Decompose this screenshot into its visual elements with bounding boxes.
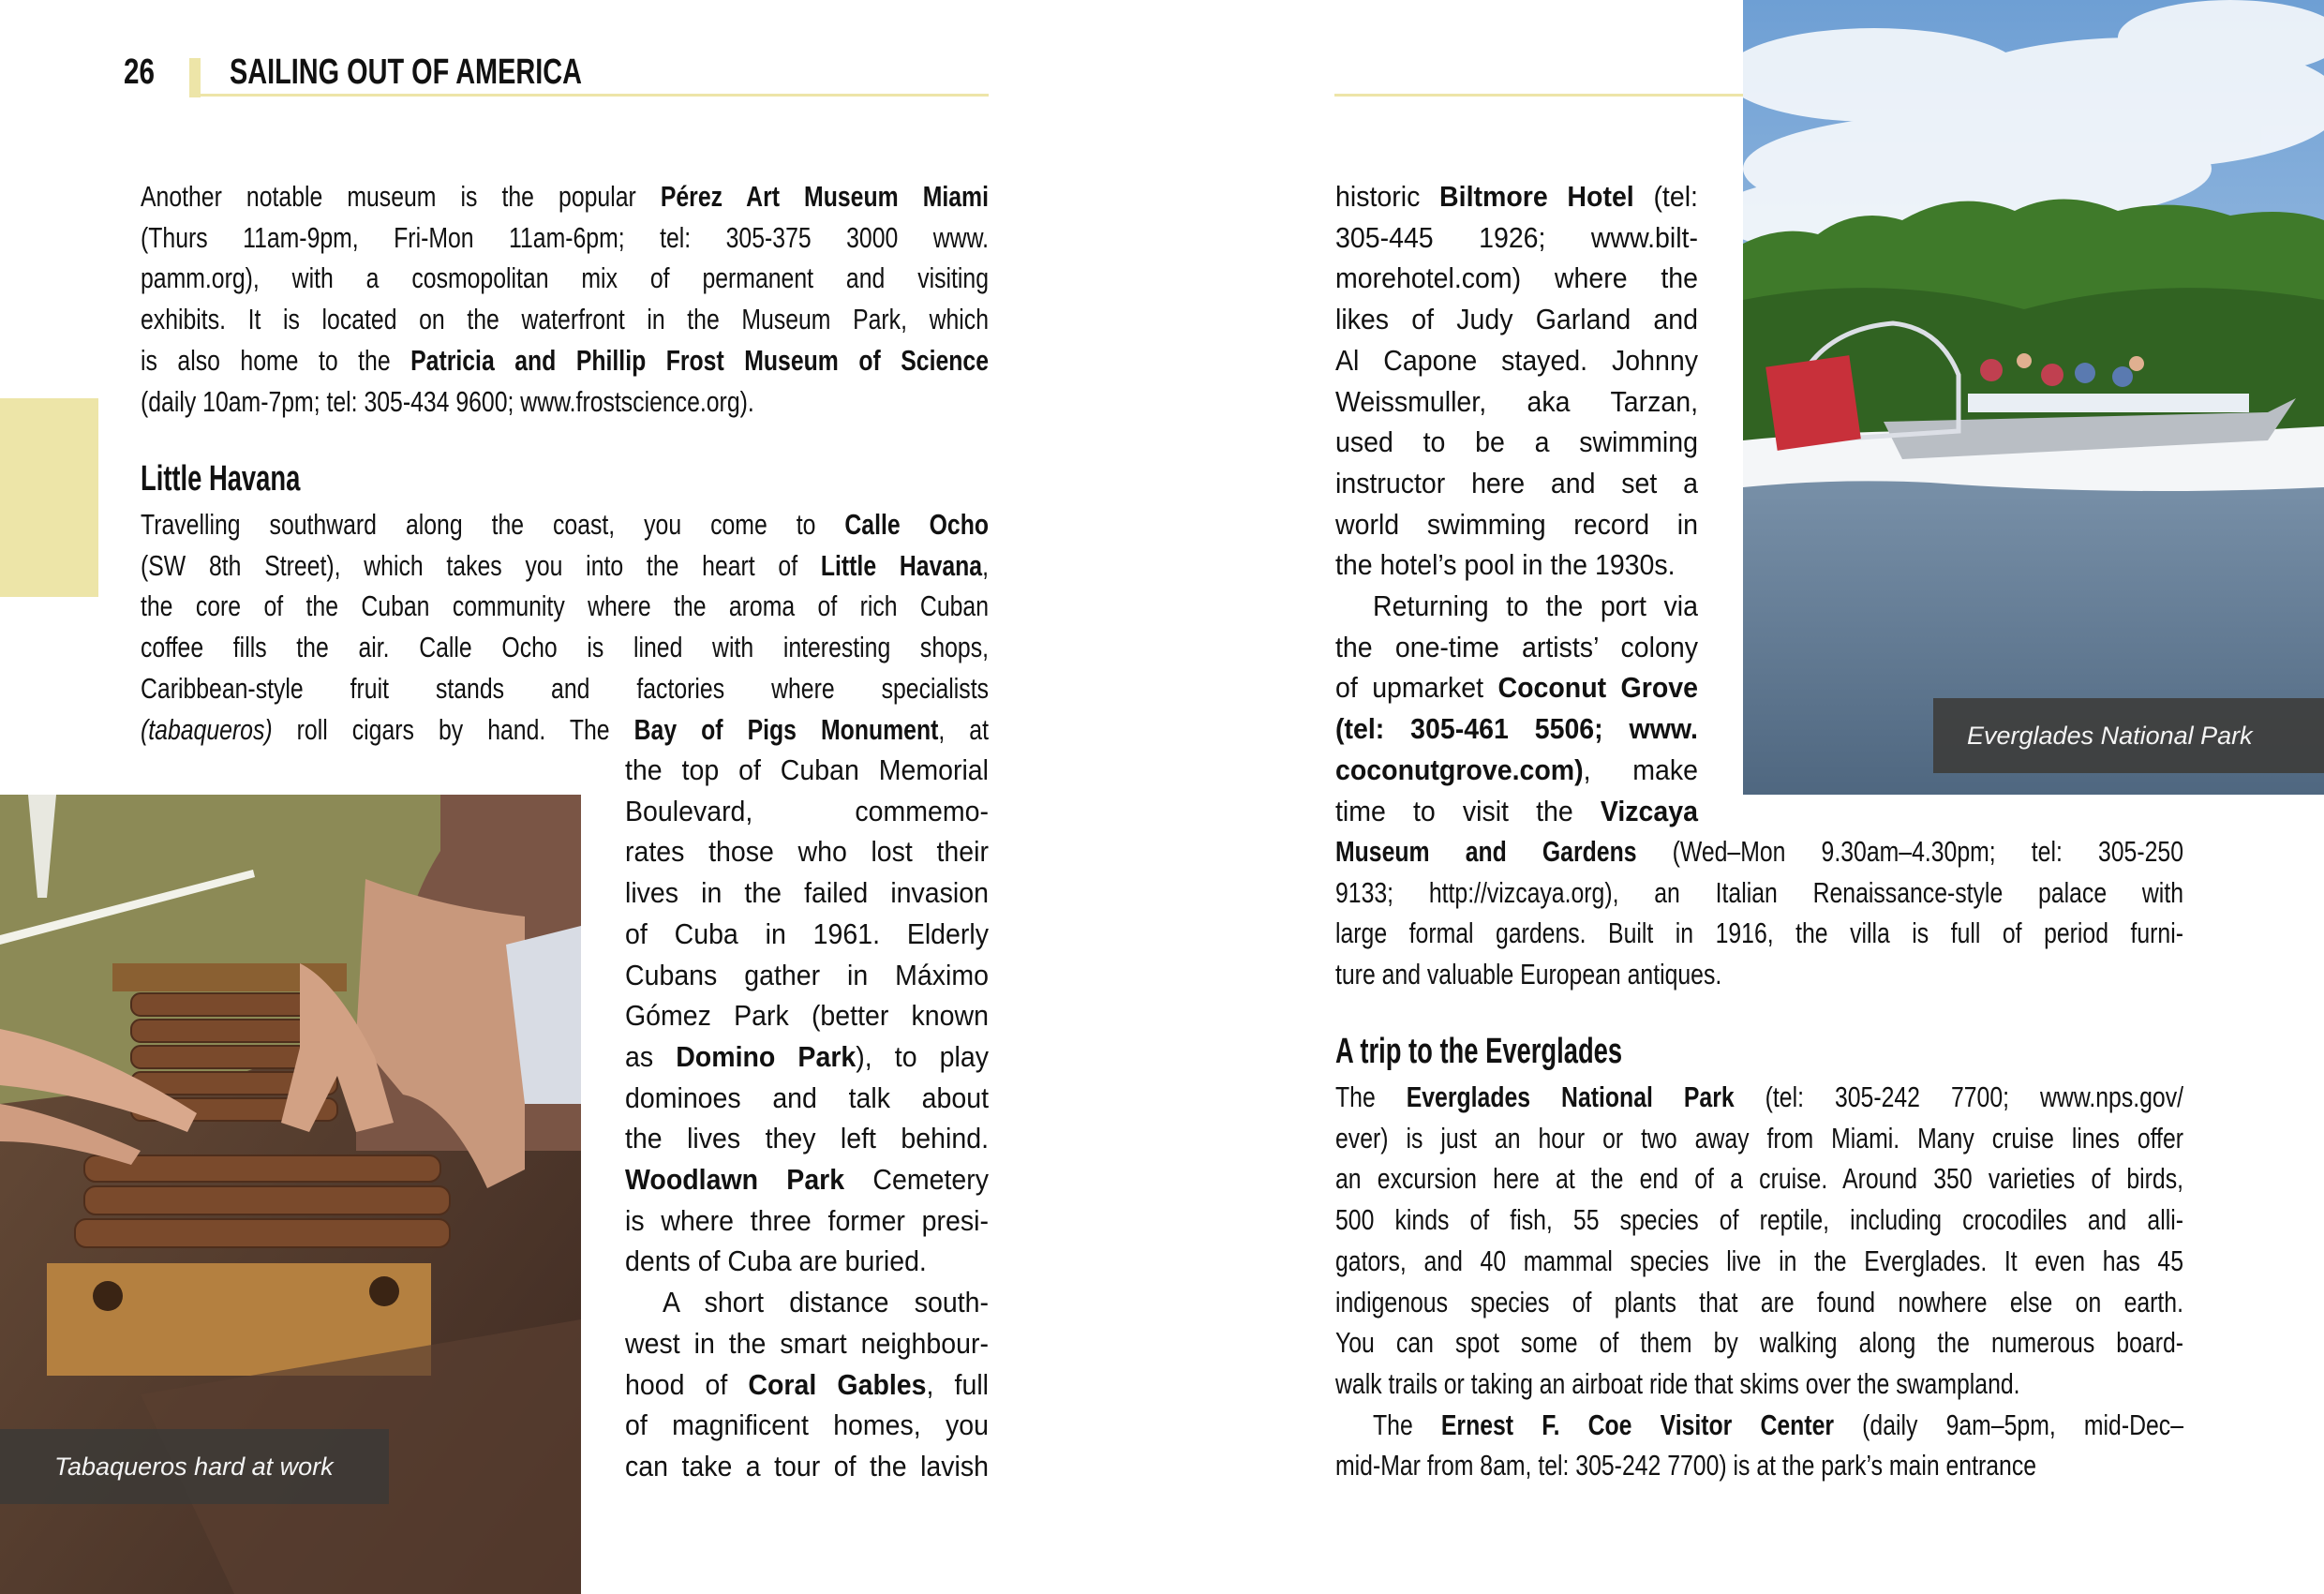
text-run: 305-445 1926; www.bilt- xyxy=(1335,220,1698,254)
text-line xyxy=(1373,586,1698,627)
text-line xyxy=(625,1323,989,1364)
text-line xyxy=(663,1282,989,1323)
text-run: west in the smart neighbour- xyxy=(625,1326,989,1360)
text-run: (daily 10am-7pm; tel: 305-434 9600; www.frostscience.org). xyxy=(141,384,754,418)
text-run: (SW 8th Street), which takes you into the heart of xyxy=(141,548,821,582)
text-run: Travelling southward along the coast, you come to xyxy=(141,508,845,541)
text-line xyxy=(1335,422,1698,463)
text-run: the one-time artists’ colony xyxy=(1335,630,1698,663)
text-run: ture and valuable European antiques. xyxy=(1335,958,1722,991)
text-run: an excursion here at the end of a cruise. Around 350 varieties of birds, xyxy=(1335,1162,2183,1196)
text-run: Al Capone stayed. Johnny xyxy=(1335,343,1698,377)
page-number: 26 xyxy=(124,52,155,92)
text-run: Returning to the port via xyxy=(1373,589,1698,622)
text-line xyxy=(625,1241,989,1282)
text-line xyxy=(141,668,989,709)
text-run: the hotel’s pool in the 1930s. xyxy=(1335,548,1676,582)
section-heading-everglades: A trip to the Everglades xyxy=(1335,1032,1623,1071)
text-run: large formal gardens. Built in 1916, the villa is full of period furni- xyxy=(1335,916,2183,950)
text-run: as xyxy=(625,1039,677,1073)
text-run: Woodlawn Park xyxy=(625,1163,845,1196)
text-run: coffee fills the air. Calle Ocho is lined with interesting shops, xyxy=(141,631,989,664)
text-run: , full xyxy=(926,1367,989,1401)
text-line xyxy=(1335,750,1698,791)
text-line xyxy=(1335,217,1698,259)
text-line xyxy=(1335,1241,2183,1282)
text-run: Museum and Gardens xyxy=(1335,835,1637,868)
text-line xyxy=(1335,1077,2183,1118)
text-line xyxy=(1335,1199,2183,1241)
text-line xyxy=(1335,1363,2183,1405)
text-line xyxy=(1335,258,1698,299)
text-line xyxy=(141,504,989,545)
text-run: Biltmore Hotel xyxy=(1439,180,1634,213)
text-line xyxy=(625,1405,989,1446)
header-rule-left xyxy=(189,94,989,97)
text-line xyxy=(141,709,989,751)
running-title: SAILING OUT OF AMERICA xyxy=(230,52,582,92)
text-line xyxy=(1335,1118,2183,1159)
photo-caption-text: Everglades National Park xyxy=(1967,721,2253,750)
text-line xyxy=(141,299,989,340)
text-line xyxy=(625,1118,989,1159)
text-run: Patricia and Phillip Frost Museum of Science xyxy=(410,343,989,377)
text-run: dominoes and talk about xyxy=(625,1080,989,1114)
text-run: Calle Ocho xyxy=(844,508,989,541)
text-run: Everglades National Park xyxy=(1406,1080,1735,1113)
photo-caption-tabaqueros xyxy=(0,1429,389,1504)
text-line xyxy=(1335,667,1698,708)
text-run: (tel: 305-242 7700; www.nps.gov/ xyxy=(1734,1080,2184,1113)
text-run: mid-Mar from 8am, tel: 305-242 7700) is at the park’s main entrance xyxy=(1335,1449,2037,1482)
text-run: (tabaqueros) xyxy=(141,712,273,746)
text-line xyxy=(625,914,989,955)
text-line xyxy=(625,1364,989,1406)
text-line xyxy=(1335,299,1698,340)
chapter-thumb-tab xyxy=(0,398,98,597)
text-line xyxy=(625,1159,989,1200)
text-run: pamm.org), with a cosmopolitan mix of permanent and visiting xyxy=(141,261,989,295)
text-line xyxy=(141,258,989,299)
text-run: (daily 9am–5pm, mid-Dec– xyxy=(1834,1408,2183,1441)
text-run: Coconut Grove xyxy=(1497,671,1698,705)
text-line xyxy=(1335,544,1698,586)
text-run: The xyxy=(1335,1080,1407,1113)
text-line xyxy=(1335,627,1698,668)
text-run: time to visit the xyxy=(1335,794,1601,827)
text-line xyxy=(1335,504,1698,545)
text-run: gators, and 40 mammal species live in the Everglades. It even has 45 xyxy=(1335,1244,2183,1277)
text-run: exhibits. It is located on the waterfront in the Museum Park, which xyxy=(141,303,989,336)
text-line xyxy=(1335,791,1698,832)
text-run: used to be a swimming xyxy=(1335,425,1698,459)
text-run: (tel: 305-461 5506; www. xyxy=(1335,712,1698,746)
text-run: You can spot some of them by walking along the numerous board- xyxy=(1335,1326,2183,1360)
text-run: is also home to the xyxy=(141,343,411,377)
text-run: (tel: xyxy=(1633,180,1698,213)
text-line xyxy=(625,750,989,791)
text-run: Another notable museum is the popular xyxy=(141,180,661,213)
text-run: instructor here and set a xyxy=(1335,466,1698,499)
text-line xyxy=(625,1036,989,1078)
airboat-illustration xyxy=(1743,0,2324,795)
photo-caption-everglades xyxy=(1933,698,2324,773)
text-run: , at xyxy=(938,712,989,746)
text-run: Vizcaya xyxy=(1600,794,1698,827)
text-run: , xyxy=(982,548,989,582)
text-line xyxy=(625,831,989,872)
text-line xyxy=(141,381,989,423)
text-run: roll cigars by hand. The xyxy=(272,712,634,746)
section-heading-little-havana: Little Havana xyxy=(141,459,301,499)
text-run: Gómez Park (better known xyxy=(625,999,989,1033)
text-line xyxy=(1373,1405,2183,1446)
text-line xyxy=(1335,1158,2183,1199)
text-line xyxy=(1335,913,2183,954)
text-run: Bay of Pigs Monument xyxy=(633,712,939,746)
text-line xyxy=(141,176,989,217)
text-run: Caribbean-style fruit stands and factories where specialists xyxy=(141,671,989,705)
text-line xyxy=(141,545,989,587)
text-line xyxy=(1335,708,1698,750)
text-line xyxy=(1335,1445,2183,1486)
text-line xyxy=(1335,176,1698,217)
text-run: the top of Cuban Memorial xyxy=(625,753,989,786)
text-line xyxy=(625,1078,989,1119)
text-run: can take a tour of the lavish xyxy=(625,1449,989,1482)
text-run: 500 kinds of fish, 55 species of reptile, including crocodiles and alli- xyxy=(1335,1203,2183,1237)
text-run: Little Havana xyxy=(820,548,983,582)
text-run: (Thurs 11am-9pm, Fri-Mon 11am-6pm; tel: 305-375 3000 www. xyxy=(141,220,989,254)
text-run: the core of the Cuban community where the aroma of rich Cuban xyxy=(141,589,989,623)
text-line xyxy=(1335,381,1698,423)
text-run: coconutgrove.com) xyxy=(1335,752,1584,786)
text-run: Cemetery xyxy=(844,1163,989,1196)
text-run: 9133; http://vizcaya.org), an Italian Renaissance-style palace with xyxy=(1335,875,2183,909)
text-run: ever) is just an hour or two away from Miami. Many cruise lines offer xyxy=(1335,1121,2183,1155)
text-run: is where three former presi- xyxy=(625,1203,989,1237)
text-line xyxy=(625,1200,989,1242)
text-line xyxy=(1335,1282,2183,1323)
text-line xyxy=(1335,463,1698,504)
text-line xyxy=(625,791,989,832)
text-run: of upmarket xyxy=(1335,671,1498,705)
text-line xyxy=(1335,954,2183,995)
text-line xyxy=(625,872,989,914)
photo-caption-text: Tabaqueros hard at work xyxy=(54,1452,334,1481)
text-line xyxy=(1335,831,2183,872)
header-accent-bar xyxy=(189,58,201,97)
text-line xyxy=(141,586,989,627)
text-run: likes of Judy Garland and xyxy=(1335,303,1698,336)
text-run: ), to play xyxy=(856,1039,989,1073)
text-line xyxy=(1335,872,2183,914)
text-run: Coral Gables xyxy=(748,1367,927,1401)
text-line xyxy=(625,995,989,1036)
text-line xyxy=(141,340,989,381)
text-run: world swimming record in xyxy=(1335,507,1698,541)
text-run: Pérez Art Museum Miami xyxy=(660,180,989,213)
text-line xyxy=(141,627,989,668)
text-run: Cubans gather in Máximo xyxy=(625,958,989,991)
header-rule-right xyxy=(1334,94,1743,97)
text-line xyxy=(625,1446,989,1487)
text-run: morehotel.com) where the xyxy=(1335,261,1698,295)
text-run: Boulevard, commemo- xyxy=(625,794,989,827)
everglades-airboat-photo xyxy=(1743,0,2324,795)
text-run: (Wed–Mon 9.30am–4.30pm; tel: 305-250 xyxy=(1636,835,2183,868)
text-run: , make xyxy=(1583,752,1698,786)
text-line xyxy=(1335,1322,2183,1363)
text-run: The xyxy=(1373,1408,1441,1441)
text-run: indigenous species of plants that are found nowhere else on earth. xyxy=(1335,1285,2183,1318)
text-run: Weissmuller, aka Tarzan, xyxy=(1335,384,1698,418)
text-run: dents of Cuba are buried. xyxy=(625,1244,927,1278)
text-run: rates those who lost their xyxy=(625,835,989,869)
text-run: of Cuba in 1961. Elderly xyxy=(625,916,989,950)
text-run: historic xyxy=(1335,180,1440,213)
text-run: lives in the failed invasion xyxy=(625,876,989,910)
text-run: of magnificent homes, you xyxy=(625,1408,989,1442)
text-line xyxy=(1335,340,1698,381)
text-run: Ernest F. Coe Visitor Center xyxy=(1440,1408,1835,1441)
text-line xyxy=(141,217,989,259)
text-run: A short distance south- xyxy=(663,1286,989,1319)
text-run: hood of xyxy=(625,1367,749,1401)
text-run: the lives they left behind. xyxy=(625,1122,989,1155)
text-line xyxy=(625,955,989,996)
text-run: Domino Park xyxy=(676,1039,857,1073)
text-run: walk trails or taking an airboat ride that skims over the swampland. xyxy=(1335,1366,2020,1400)
